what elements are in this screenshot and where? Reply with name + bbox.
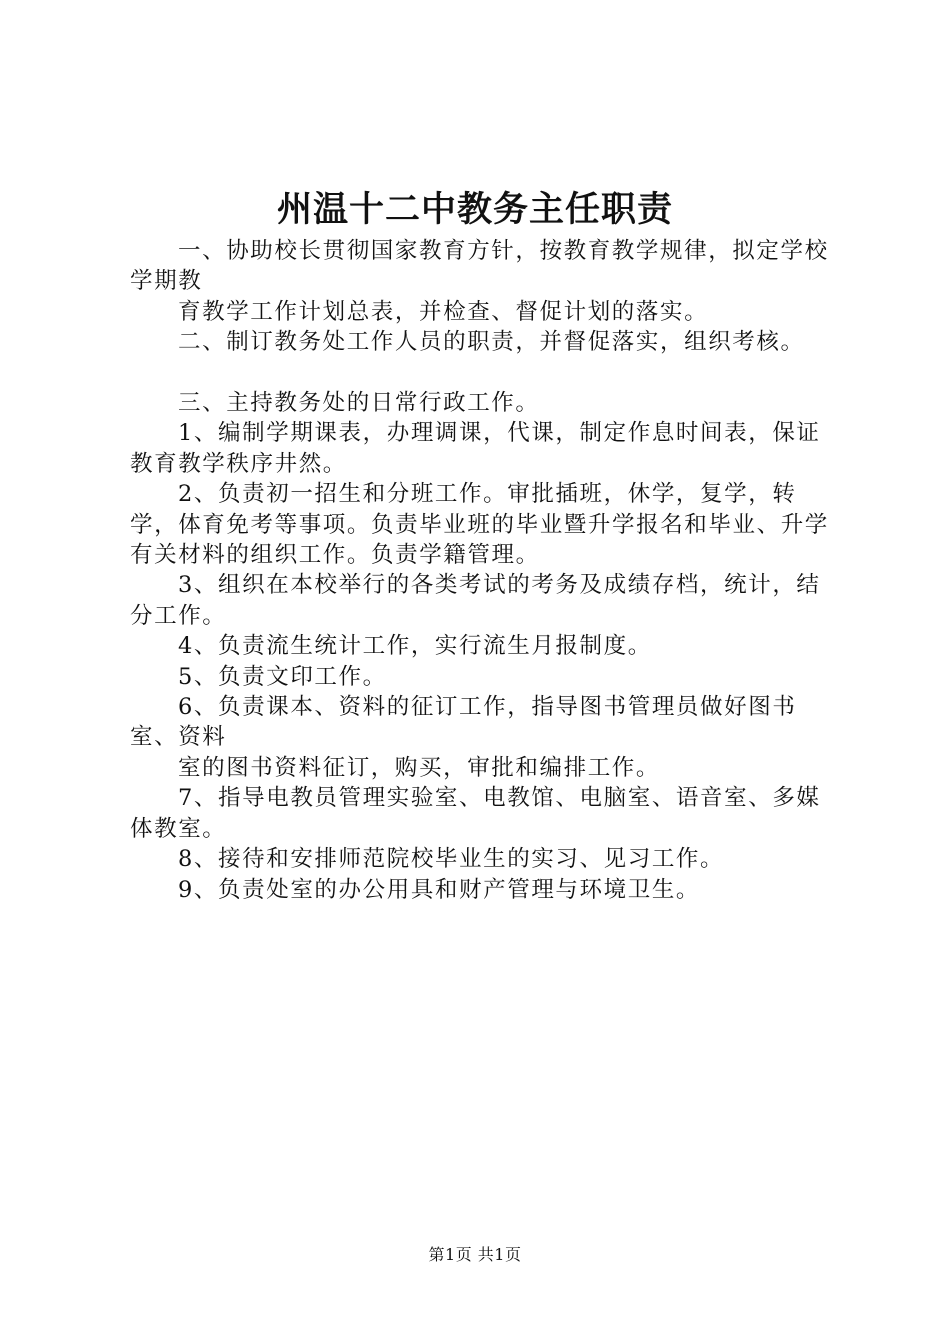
paragraph-8: 4、负责流生统计工作，实行流生月报制度。 <box>178 633 652 660</box>
paragraph-13: 8、接待和安排师范院校毕业生的实习、见习工作。 <box>178 846 725 873</box>
paragraph-12: 7、指导电教员管理实验室、电教馆、电脑室、语音室、多媒体教室。 <box>130 785 821 842</box>
paragraph-10: 6、负责课本、资料的征订工作，指导图书管理员做好图书室、资料 <box>130 694 797 751</box>
paragraph-9: 5、负责文印工作。 <box>178 663 387 690</box>
page-footer: 第1页 共1页 <box>428 1245 522 1264</box>
document-body <box>130 236 840 905</box>
document-title: 州温十二中教务主任职责 <box>276 189 673 230</box>
blank-line <box>130 358 840 388</box>
paragraph-14: 9、负责处室的办公用具和财产管理与环境卫生。 <box>178 876 701 903</box>
paragraph-11: 室的图书资料征订，购买，审批和编排工作。 <box>178 754 661 781</box>
paragraph-6: 2、负责初一招生和分班工作。审批插班，休学，复学，转学，体育免考等事项。负责毕业班的毕业暨升学报名和毕业、升学有关材料的组织工作。负责学籍管理。 <box>130 481 829 569</box>
paragraph-7: 3、组织在本校举行的各类考试的考务及成绩存档，统计，结分工作。 <box>130 572 821 629</box>
paragraph-3: 二、制订教务处工作人员的职责，并督促落实，组织考核。 <box>178 329 805 356</box>
paragraph-1: 一、协助校长贯彻国家教育方针，按教育教学规律，拟定学校学期教 <box>130 238 829 295</box>
paragraph-4: 三、主持教务处的日常行政工作。 <box>178 390 540 417</box>
paragraph-2: 育教学工作计划总表，并检查、督促计划的落实。 <box>178 298 709 325</box>
paragraph-5: 1、编制学期课表，办理调课，代课，制定作息时间表，保证教育教学秩序井然。 <box>130 420 821 477</box>
